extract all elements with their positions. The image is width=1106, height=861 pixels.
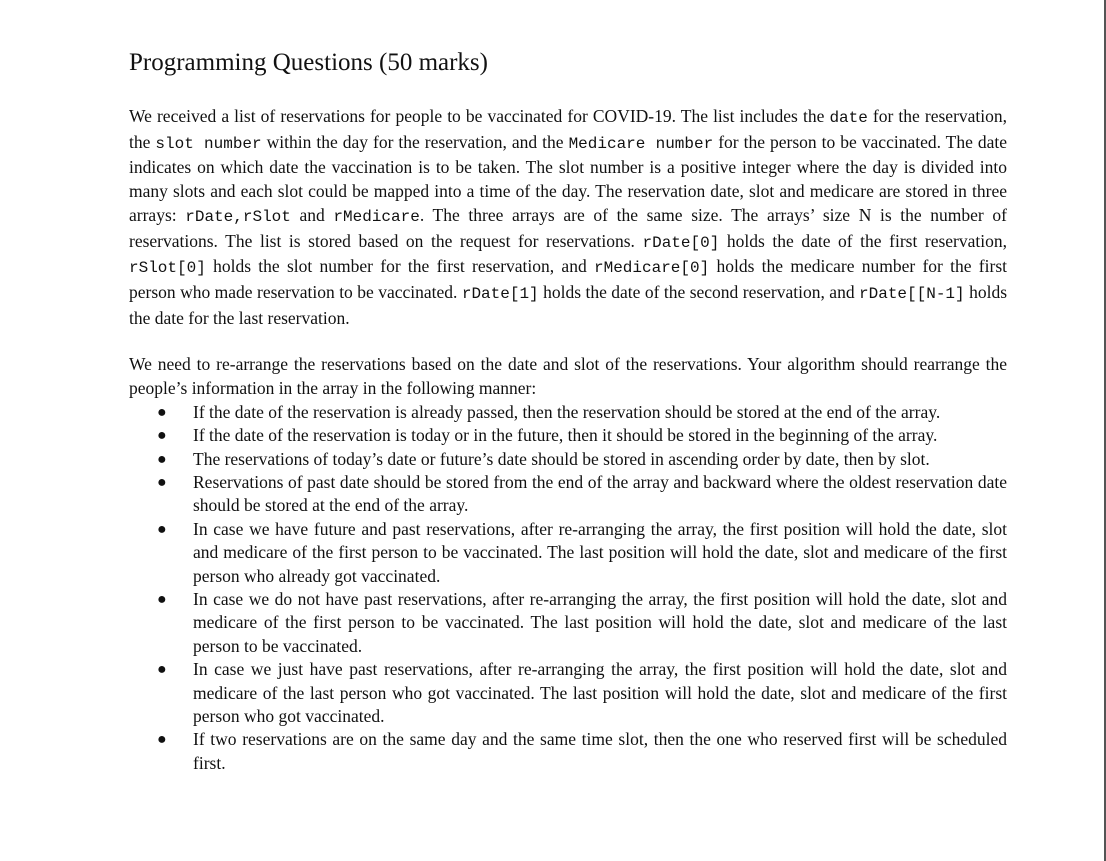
code-rdate-1: rDate[1] [461, 284, 539, 303]
intro-text-7: holds the date of the first reservation, [719, 230, 1007, 251]
page-title: Programming Questions (50 marks) [129, 49, 488, 76]
intro-text-1: We received a list of reservations for people to be vaccinated for COVID-19. The list includes the [129, 106, 830, 126]
term-date: date [829, 109, 868, 127]
bullet-icon: ● [157, 731, 167, 749]
code-arrays: rDate,rSlot [185, 207, 291, 226]
list-item [129, 401, 1007, 424]
bullet-icon: ● [157, 590, 167, 608]
document-page [129, 47, 1007, 775]
bullet-icon: ● [157, 450, 167, 468]
intro-text-2: for the reservation, the [129, 106, 1008, 152]
list-item-text: If the date of the reservation is already passed, then the reservation should be stored at the end of the array. [193, 401, 941, 422]
intro-text-5: and [290, 204, 334, 225]
term-slot-number: slot number [155, 134, 262, 153]
bullet-icon: ● [157, 403, 167, 421]
code-rdate-0: rDate[0] [642, 233, 720, 252]
intro-text-10: holds the date of the second reservation, and [538, 281, 860, 302]
bullet-icon: ● [157, 473, 167, 491]
bullet-icon: ● [157, 520, 167, 538]
bullet-icon: ● [157, 661, 167, 679]
intro-text-8: holds the slot number for the first reservation, and [205, 256, 594, 277]
list-item [129, 658, 1007, 728]
list-item-text: In case we do not have past reservations, after re-arranging the array, the first position will hold the date, slot and medicare of the first person to be vaccinated. The last position will hold the date, slot and medicare of the last person to be vaccinated. [193, 588, 1007, 656]
intro-text-11: holds the date for the last reservation. [129, 281, 1008, 328]
term-medicare-number: Medicare number [568, 134, 714, 153]
code-rslot-0: rSlot[0] [129, 259, 206, 278]
requirements-list [129, 401, 1007, 776]
list-item [129, 518, 1007, 588]
intro-text-9: holds the medicare number for the first person who made reservation to be vaccinated. [129, 256, 1007, 302]
list-item-text: The reservations of today’s date or future’s date should be stored in ascending order by date, then by slot. [193, 448, 930, 469]
list-item [129, 448, 1007, 471]
list-item-text: In case we just have past reservations, after re-arranging the array, the first position will hold the date, slot and medicare of the last person who got vaccinated. The last position will hold the date, slot and medicare of the first person who got vaccinated. [193, 659, 1007, 727]
intro-text-3: within the day for the reservation, and the [261, 131, 569, 152]
list-item-text: If two reservations are on the same day and the same time slot, then the one who reserved first will be scheduled first. [193, 729, 1007, 773]
intro-text-6: . The three arrays are of the same size. The arrays’ size N is the number of reservations. The list is stored based on the request for reservations. [129, 204, 1007, 251]
list-item-text: Reservations of past date should be stored from the end of the array and backward where the oldest reservation date should be stored at the end of the array. [193, 471, 1007, 516]
code-rmedicare: rMedicare [333, 207, 420, 226]
list-item-text: In case we have future and past reservations, after re-arranging the array, the first position will hold the date, slot and medicare of the first person to be vaccinated. The last position will hold the date, slot and medicare of the first person who already got vaccinated. [193, 518, 1007, 586]
list-item [129, 424, 1007, 447]
requirements-paragraph: We need to re-arrange the reservations based on the date and slot of the reservations. Your algorithm should rearrange the people’s information in the array in the following manner: [129, 354, 1007, 399]
list-item-text: If the date of the reservation is today or in the future, then it should be stored in the beginning of the array. [193, 425, 938, 446]
bullet-icon: ● [157, 427, 167, 445]
code-rdate-n-1: rDate[[N-1] [859, 284, 965, 303]
list-item [129, 728, 1007, 775]
list-item [129, 471, 1007, 518]
list-item [129, 588, 1007, 658]
intro-paragraph [129, 105, 1007, 330]
intro-text-4: for the person to be vaccinated. The date indicates on which date the vaccination is to be taken. The slot number is a positive integer where the day is divided into many slots and each slot could be mapped into a time of the day. The reservation date, slot and medicare are stored in three arrays: [129, 131, 1008, 225]
code-rmedicare-0: rMedicare[0] [593, 259, 710, 278]
